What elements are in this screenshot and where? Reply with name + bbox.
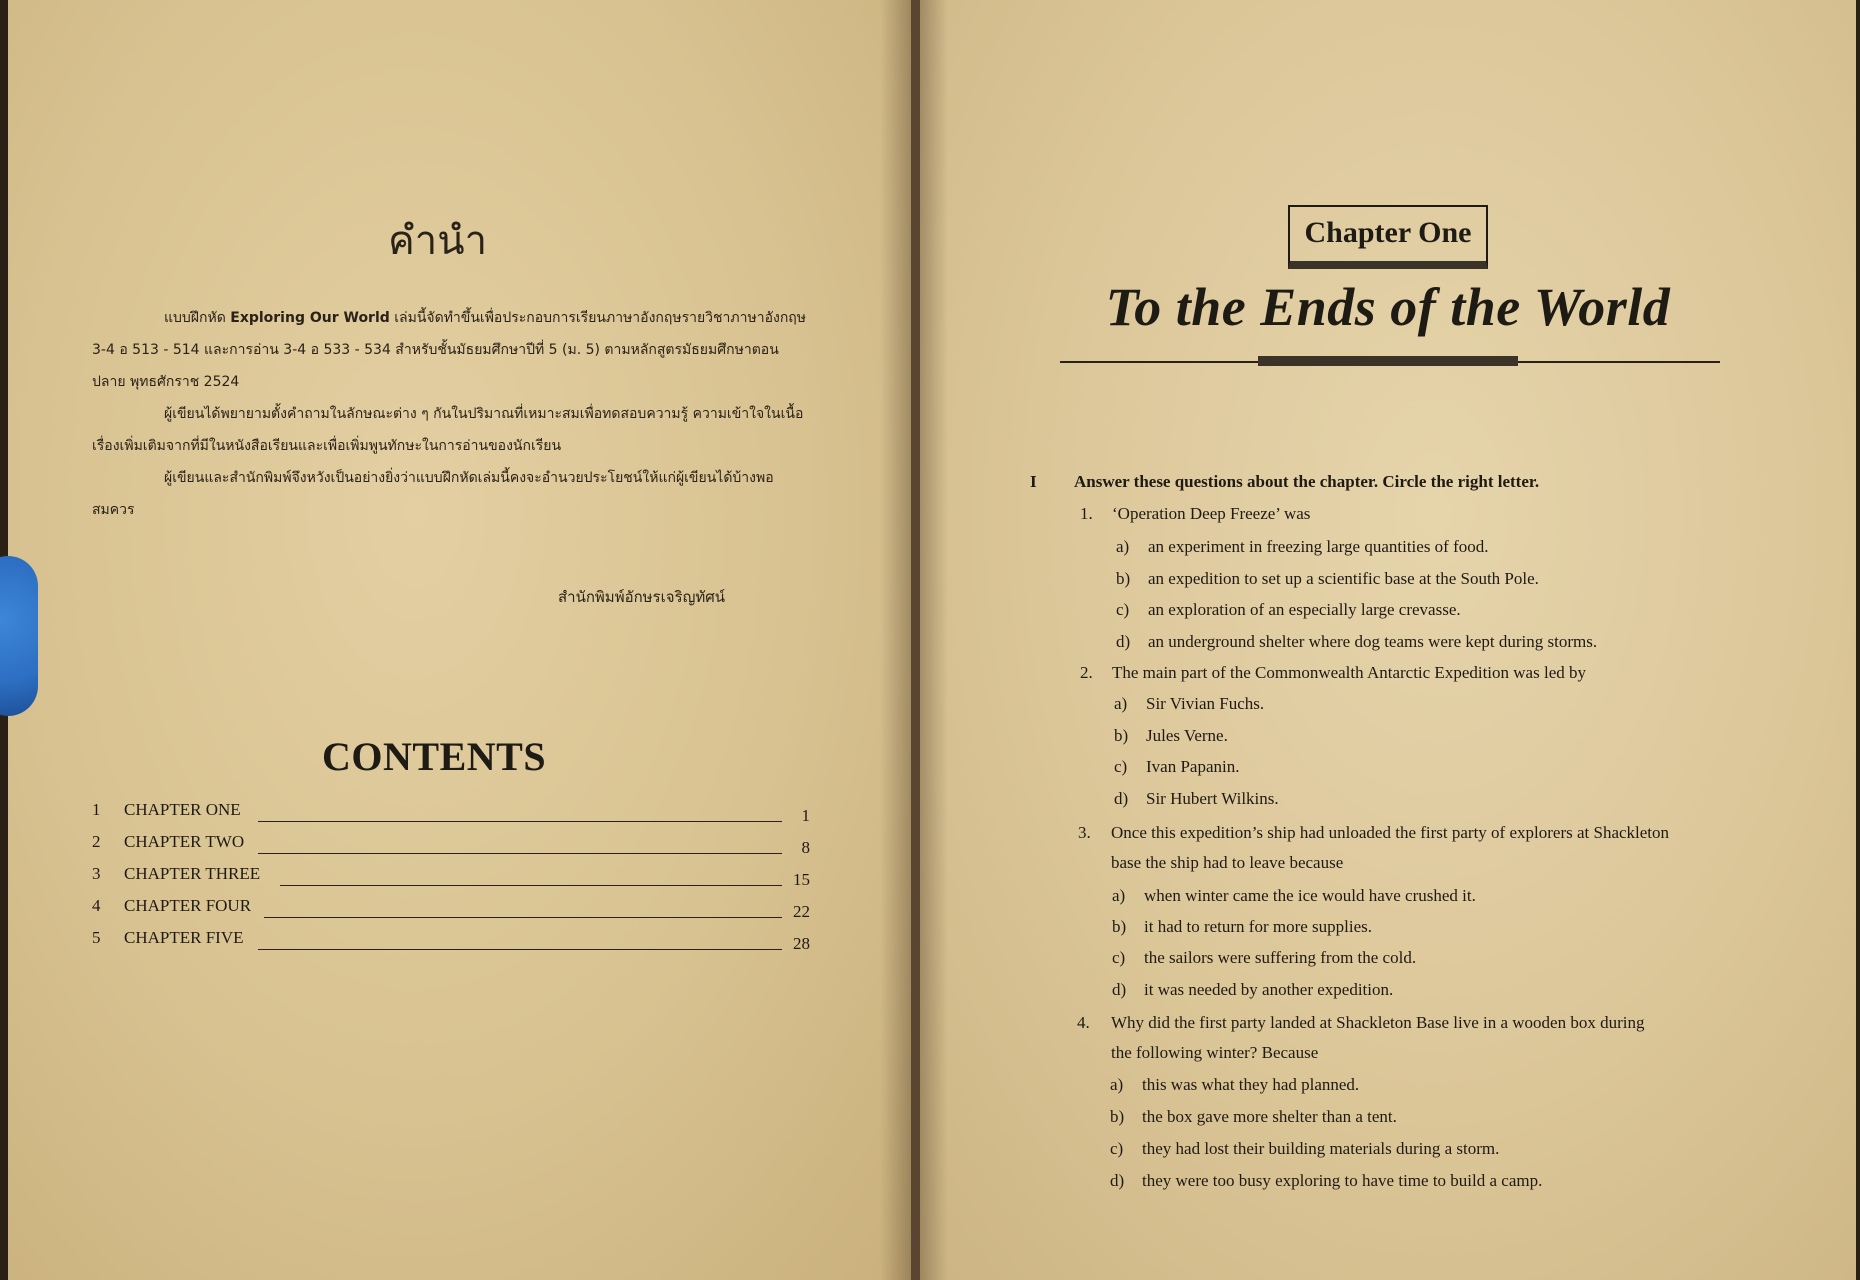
option-text: they had lost their building materials during a storm. bbox=[1142, 1139, 1500, 1158]
option-text: an exploration of an especially large crevasse. bbox=[1148, 600, 1461, 619]
question-number: 1. bbox=[1080, 504, 1093, 523]
option-text: an expedition to set up a scientific base at the South Pole. bbox=[1148, 569, 1539, 588]
option-letter[interactable]: d) bbox=[1116, 632, 1131, 651]
toc-row[interactable] bbox=[92, 928, 810, 960]
option-letter[interactable]: d) bbox=[1114, 789, 1129, 808]
toc-leader-line bbox=[264, 917, 782, 918]
option-letter[interactable]: c) bbox=[1110, 1139, 1124, 1158]
book-spine-fold bbox=[911, 0, 920, 1280]
question-number: 3. bbox=[1078, 823, 1091, 842]
book-title-inline: Exploring Our World bbox=[230, 310, 390, 326]
preface-paragraph-1 bbox=[92, 302, 812, 398]
question-text: The main part of the Commonwealth Antarctic Expedition was led by bbox=[1112, 663, 1586, 682]
toc-number: 1 bbox=[92, 800, 101, 819]
toc-page-number: 8 bbox=[801, 838, 810, 857]
preface-body bbox=[92, 302, 812, 526]
option-letter[interactable]: c) bbox=[1112, 948, 1126, 967]
toc-label: CHAPTER THREE bbox=[124, 864, 261, 883]
question-number: 4. bbox=[1077, 1013, 1090, 1032]
option-text: it had to return for more supplies. bbox=[1144, 917, 1373, 936]
toc-leader-line bbox=[258, 821, 782, 822]
option-letter[interactable]: a) bbox=[1116, 537, 1130, 556]
toc-label: CHAPTER ONE bbox=[124, 800, 241, 819]
toc-page-number: 28 bbox=[793, 934, 810, 953]
toc-row[interactable] bbox=[92, 896, 810, 928]
question-text: Why did the first party landed at Shackleton Base live in a wooden box during bbox=[1111, 1013, 1645, 1032]
toc-number: 3 bbox=[92, 864, 101, 883]
preface-p1-pre: แบบฝึกหัด bbox=[164, 310, 231, 326]
option-letter[interactable]: d) bbox=[1110, 1171, 1125, 1190]
question-text: ‘Operation Deep Freeze’ was bbox=[1112, 504, 1311, 523]
chapter-label-box: Chapter One bbox=[1288, 205, 1488, 269]
preface-p1-post: เล่มนี้จัดทำขึ้นเพื่อประกอบการเรียนภาษาอังกฤษรายวิชาภาษาอังกฤษ 3-4 อ 513 - 514 และการอ่าน 3-4 อ 533 - 534 สำหรับชั้นมัธยมศึกษาปีที่ 5 (ม. 5) ตามหลักสูตรมัธยมศึกษาตอนปลาย พุทธศักราช 2524 bbox=[92, 310, 806, 390]
option-text: the sailors were suffering from the cold. bbox=[1144, 948, 1417, 967]
question-number: 2. bbox=[1080, 663, 1093, 682]
toc-label: CHAPTER TWO bbox=[124, 832, 245, 851]
option-text: they were too busy exploring to have time to build a camp. bbox=[1142, 1171, 1543, 1190]
toc-row[interactable] bbox=[92, 864, 810, 896]
gutter-shadow-left bbox=[880, 0, 913, 1280]
publisher-signature: สำนักพิมพ์อักษรเจริญทัศน์ bbox=[558, 588, 726, 606]
preface-paragraph-2: ผู้เขียนได้พยายามตั้งคำถามในลักษณะต่าง ๆ กันในปริมาณที่เหมาะสมเพื่อทดสอบความรู้ ความเข้าใจในเนื้อเรื่องเพิ่มเติมจากที่มีในหนังสือเรียนและเพื่อเพิ่มพูนทักษะในการอ่านของนักเรียน bbox=[92, 406, 804, 454]
option-letter[interactable]: a) bbox=[1110, 1075, 1124, 1094]
title-underline-accent bbox=[1258, 356, 1518, 366]
question-text-continued: base the ship had to leave because bbox=[1111, 853, 1344, 872]
option-letter[interactable]: d) bbox=[1112, 980, 1127, 999]
option-text: an experiment in freezing large quantities of food. bbox=[1148, 537, 1489, 556]
preface-paragraph-3: ผู้เขียนและสำนักพิมพ์จึงหวังเป็นอย่างยิ่งว่าแบบฝึกหัดเล่มนี้คงจะอำนวยประโยชน์ให้แก่ผู้เขียนได้บ้างพอสมควร bbox=[92, 470, 774, 518]
section-instruction: Answer these questions about the chapter. Circle the right letter. bbox=[1074, 472, 1540, 491]
option-text: Sir Hubert Wilkins. bbox=[1146, 789, 1279, 808]
blue-bookmark-tab bbox=[0, 556, 38, 716]
option-letter[interactable]: a) bbox=[1112, 886, 1126, 905]
option-text: Ivan Papanin. bbox=[1146, 757, 1240, 776]
toc-page-number: 15 bbox=[793, 870, 810, 889]
option-text: Sir Vivian Fuchs. bbox=[1146, 694, 1265, 713]
option-letter[interactable]: c) bbox=[1116, 600, 1130, 619]
option-text: Jules Verne. bbox=[1146, 726, 1228, 745]
contents-heading: CONTENTS bbox=[322, 734, 547, 779]
chapter-title: To the Ends of the World bbox=[1105, 277, 1671, 337]
option-text: it was needed by another expedition. bbox=[1144, 980, 1394, 999]
toc-row[interactable] bbox=[92, 832, 810, 864]
gutter-shadow-right bbox=[918, 0, 948, 1280]
toc-row[interactable] bbox=[92, 800, 810, 832]
table-of-contents bbox=[92, 800, 810, 960]
toc-leader-line bbox=[280, 885, 782, 886]
question-text-continued: the following winter? Because bbox=[1111, 1043, 1319, 1062]
question-text: Once this expedition’s ship had unloaded the first party of explorers at Shackleton bbox=[1111, 823, 1670, 842]
option-text: this was what they had planned. bbox=[1142, 1075, 1360, 1094]
option-text: the box gave more shelter than a tent. bbox=[1142, 1107, 1397, 1126]
option-letter[interactable]: b) bbox=[1112, 917, 1127, 936]
toc-leader-line bbox=[258, 949, 782, 950]
option-letter[interactable]: c) bbox=[1114, 757, 1128, 776]
toc-page-number: 22 bbox=[793, 902, 810, 921]
section-number: I bbox=[1030, 472, 1037, 491]
left-page bbox=[8, 0, 913, 1280]
toc-number: 2 bbox=[92, 832, 101, 851]
option-letter[interactable]: b) bbox=[1116, 569, 1131, 588]
option-text: an underground shelter where dog teams were kept during storms. bbox=[1148, 632, 1598, 651]
toc-page-number: 1 bbox=[801, 806, 810, 825]
option-letter[interactable]: b) bbox=[1110, 1107, 1125, 1126]
toc-label: CHAPTER FOUR bbox=[124, 896, 252, 915]
preface-title: คำนำ bbox=[388, 218, 488, 264]
option-letter[interactable]: b) bbox=[1114, 726, 1129, 745]
toc-number: 5 bbox=[92, 928, 101, 947]
toc-leader-line bbox=[258, 853, 782, 854]
option-text: when winter came the ice would have crushed it. bbox=[1144, 886, 1476, 905]
option-letter[interactable]: a) bbox=[1114, 694, 1128, 713]
toc-number: 4 bbox=[92, 896, 101, 915]
toc-label: CHAPTER FIVE bbox=[124, 928, 244, 947]
